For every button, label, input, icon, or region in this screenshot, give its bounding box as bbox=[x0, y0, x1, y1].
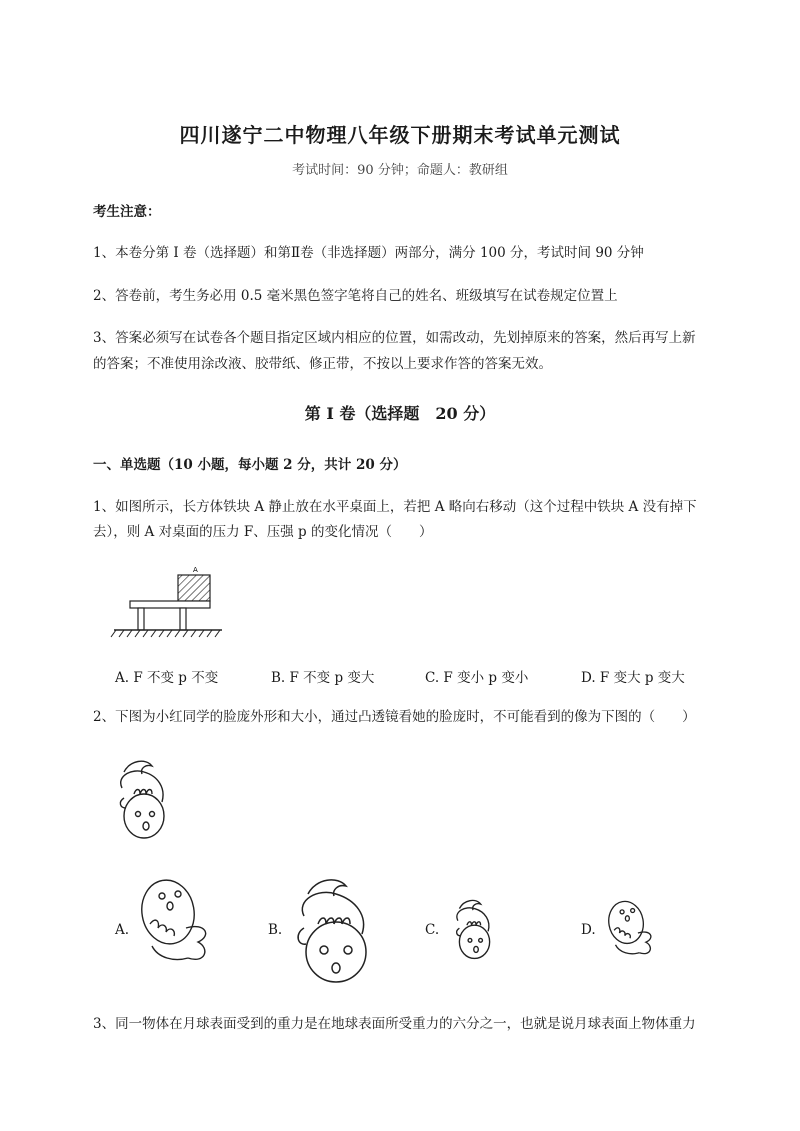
table-block-figure bbox=[110, 562, 230, 642]
page-title: 四川遂宁二中物理八年级下册期末考试单元测试 bbox=[179, 123, 621, 147]
section-title: 第 I 卷（选择题 20 分） bbox=[304, 404, 496, 423]
q2-option-b-label: B. bbox=[268, 922, 283, 938]
notice-item-3-cont: 的答案；不准使用涂改液、胶带纸、修正带，不按以上要求作答的答案无效。 bbox=[93, 356, 552, 372]
table-leg-left bbox=[138, 608, 144, 630]
notice-item-2: 2、答卷前，考生务必用 0.5 毫米黑色签字笔将自己的姓名、班级填写在试卷规定位置上 bbox=[93, 288, 618, 304]
q2-option-b-face bbox=[290, 876, 380, 986]
iron-block bbox=[178, 575, 210, 601]
q1-option-b: B. F 不变 p 变大 bbox=[271, 670, 375, 686]
exam-meta: 考试时间：90 分钟；命题人：教研组 bbox=[292, 163, 508, 178]
q2-option-d-label: D. bbox=[581, 922, 596, 938]
block-label: A bbox=[193, 566, 198, 574]
ground-hatch bbox=[111, 630, 220, 637]
question-1-line-1: 1、如图所示，长方体铁块 A 静止放在水平桌面上，若把 A 略向右移动（这个过程中铁块 A 没有掉下 bbox=[93, 499, 697, 515]
q2-option-c-face bbox=[450, 898, 496, 960]
part-title: 一、单选题（10 小题，每小题 2 分，共计 20 分） bbox=[93, 457, 407, 473]
table-leg-right bbox=[180, 608, 186, 630]
table-top bbox=[130, 601, 210, 608]
q1-option-a: A. F 不变 p 不变 bbox=[115, 670, 219, 686]
notice-item-1: 1、本卷分第 I 卷（选择题）和第Ⅱ卷（非选择题）两部分，满分 100 分，考试时间 90 分钟 bbox=[93, 245, 644, 261]
reference-face-image bbox=[112, 758, 172, 840]
q2-option-a-face bbox=[132, 872, 216, 972]
q1-option-d: D. F 变大 p 变大 bbox=[581, 670, 685, 686]
notice-item-3: 3、答案必须写在试卷各个题目指定区域内相应的位置，如需改动，先划掉原来的答案，然后再写上新 bbox=[93, 330, 696, 346]
q2-option-d-face bbox=[602, 896, 658, 962]
q2-option-c-label: C. bbox=[425, 922, 440, 938]
question-3-line-1: 3、同一物体在月球表面受到的重力是在地球表面所受重力的六分之一，也就是说月球表面上物体重力 bbox=[93, 1016, 696, 1032]
notice-heading: 考生注意： bbox=[93, 204, 161, 220]
q1-option-c: C. F 变小 p 变小 bbox=[425, 670, 529, 686]
question-2-line-1: 2、下图为小红同学的脸庞外形和大小，通过凸透镜看她的脸庞时，不可能看到的像为下图的（ ） bbox=[93, 709, 696, 725]
question-1-line-2: 去），则 A 对桌面的压力 F、压强 p 的变化情况（ ） bbox=[93, 524, 433, 540]
q2-option-a-label: A. bbox=[115, 922, 130, 938]
